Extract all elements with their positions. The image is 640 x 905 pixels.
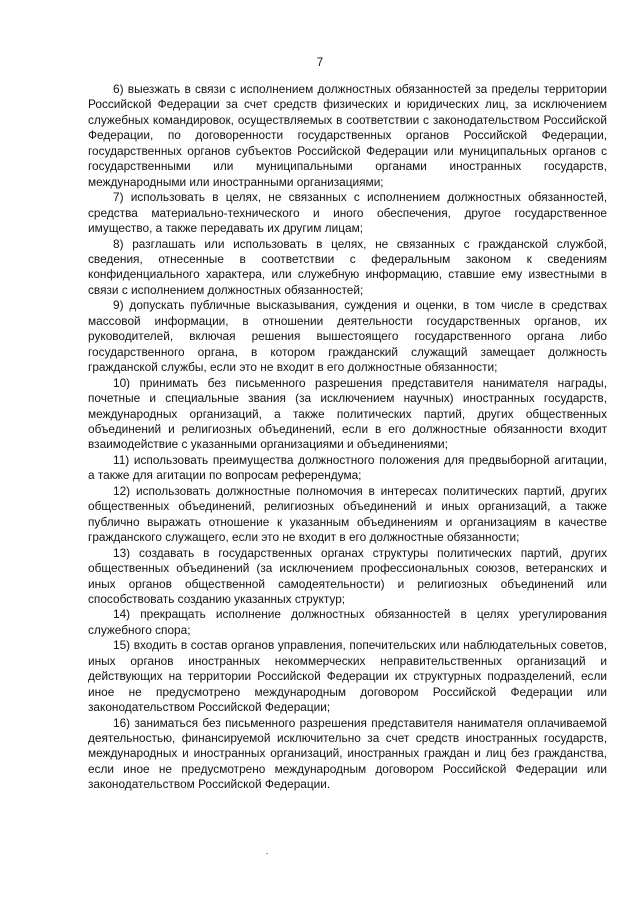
paragraph-item-11: 11) использовать преимущества должностного положения для предвыборной агитации, а также для агитации по вопросам референдума; [88,452,607,483]
paragraph-item-10: 10) принимать без письменного разрешения представителя нанимателя награды, почетные и специальные звания (за исключением научных) иностранных государств, международных организаций, а также политических партий, других общественных объединений и религиозных объединений, если в его должностные обязанности входит взаимодействие с указанными организациями и объединениями; [88,375,607,452]
document-body [88,82,607,793]
paragraph-item-12: 12) использовать должностные полномочия в интересах политических партий, других общественных объединений, религиозных объединений и иных организаций, а также публично выражать отношение к указанным объединениям и организациям в качестве гражданского служащего, если это не входит в его должностные обязанности; [88,483,607,545]
paragraph-item-8: 8) разглашать или использовать в целях, не связанных с гражданской службой, сведения, отнесенные в соответствии с федеральным законом к сведениям конфиденциального характера, или служебную информацию, ставшие ему известными в связи с исполнением должностных обязанностей; [88,236,607,297]
paragraph-item-6: 6) выезжать в связи с исполнением должностных обязанностей за пределы территории Российской Федерации за счет средств физических и юридических лиц, за исключением служебных командировок, осуществляемых в соответствии с законодательством Российской Федерации, по договоренности государственных органов Российской Федерации, государственных органов субъектов Российской Федерации или муниципальных органов с государственными или муниципальными органами иностранных государств, международными или иностранными организациями; [88,82,607,189]
paragraph-item-7: 7) использовать в целях, не связанных с исполнением должностных обязанностей, средства материально-технического и иного обеспечения, другое государственное имущество, а также передавать их другим лицам; [88,190,607,236]
paragraph-item-16: 16) заниматься без письменного разрешения представителя нанимателя оплачиваемой деятельностью, финансируемой исключительно за счет средств иностранных государств, международных и иностранных организаций, иностранных граждан и лиц без гражданства, если иное не предусмотрено международным договором Российской Федерации или законодательством Российской Федерации. [88,715,607,792]
page-number: 7 [316,57,324,69]
paragraph-item-14: 14) прекращать исполнение должностных обязанностей в целях урегулирования служебного спора; [88,607,607,637]
paragraph-item-9: 9) допускать публичные высказывания, суждения и оценки, в том числе в средствах массовой информации, в отношении деятельности государственных органов, их руководителей, включая решения вышестоящего государственного органа либо государственного органа, в котором гражданский служащий замещает должность гражданской службы, если это не входит в его должностные обязанности; [88,298,607,375]
paragraph-item-15: 15) входить в состав органов управления, попечительских или наблюдательных советов, иных органов иностранных некоммерческих неправительственных организаций и действующих на территории Российской Федерации их структурных подразделений, если иное не предусмотрено международным договором Российской Федерации или законодательством Российской Федерации; [88,638,607,715]
scan-speck [266,853,268,854]
paragraph-item-13: 13) создавать в государственных органах структуры политических партий, других общественных объединений (за исключением профессиональных союзов, ветеранских и иных органов общественной самодеятельности) и религиозных объединений или способствовать созданию указанных структур; [88,545,607,606]
